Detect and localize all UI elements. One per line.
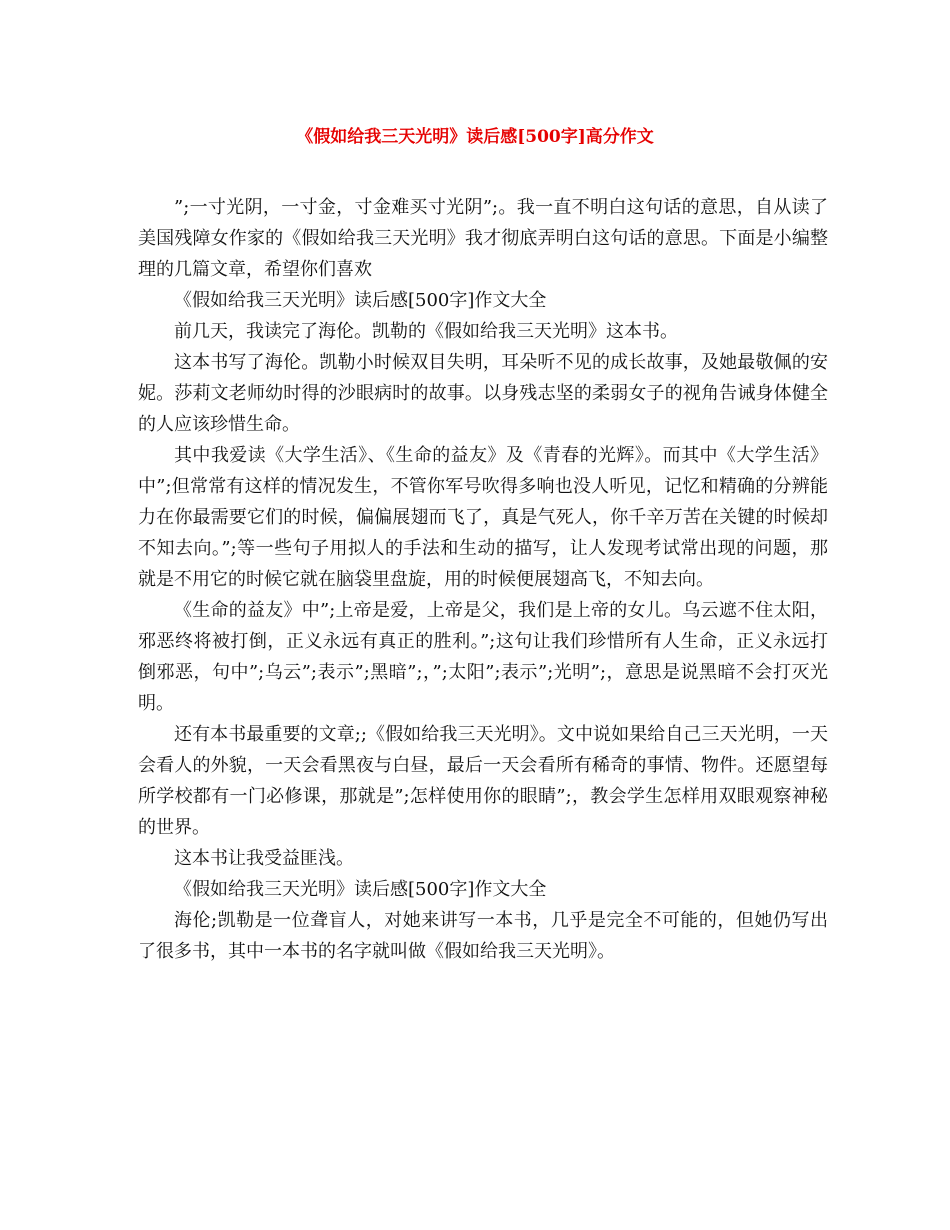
document-body xyxy=(138,192,828,967)
document-title: 《假如给我三天光明》读后感[500字]高分作文 xyxy=(296,127,654,147)
paragraph: 《生命的益友》中”;上帝是爱，上帝是父，我们是上帝的女儿。乌云遮不住太阳，邪恶终将被打倒，正义永远有真正的胜利。”;这句让我们珍惜所有人生命，正义永远打倒邪恶，句中”;乌云”;表示”;黑暗”;，”;太阳”;表示”;光明”;，意思是说黑暗不会打灭光明。 xyxy=(138,600,828,714)
paragraph: 前几天，我读完了海伦。凯勒的《假如给我三天光明》这本书。 xyxy=(174,321,678,342)
paragraph: 其中我爱读《大学生活》、《生命的益友》及《青春的光辉》。而其中《大学生活》中”;但常常有这样的情况发生，不管你军号吹得多响也没人听见，记忆和精确的分辨能力在你最需要它们的时候，偏偏展翅而飞了，真是气死人，你千辛万苦在关键的时候却不知去向。”;等一些句子用拟人的手法和生动的描写，让人发现考试常出现的问题，那就是不用它的时候它就在脑袋里盘旋，用的时候便展翅高飞，不知去向。 xyxy=(138,445,828,590)
paragraph: 这本书让我受益匪浅。 xyxy=(174,848,354,869)
paragraph-intro: ”;一寸光阴，一寸金，寸金难买寸光阴”;。我一直不明白这句话的意思，自从读了美国残障女作家的《假如给我三天光明》我才彻底弄明白这句话的意思。下面是小编整理的几篇文章，希望你们喜欢 xyxy=(138,197,828,280)
paragraph: 海伦;凯勒是一位聋盲人，对她来讲写一本书，几乎是完全不可能的，但她仍写出了很多书，其中一本书的名字就叫做《假如给我三天光明》。 xyxy=(138,910,828,962)
paragraph: 还有本书最重要的文章;;《假如给我三天光明》。文中说如果给自己三天光明，一天会看人的外貌，一天会看黑夜与白昼，最后一天会看所有稀奇的事情、物件。还愿望每所学校都有一门必修课，那就是”;怎样使用你的眼睛”;，教会学生怎样用双眼观察神秘的世界。 xyxy=(138,724,828,838)
section-heading-2: 《假如给我三天光明》读后感[500字]作文大全 xyxy=(174,879,547,900)
paragraph: 这本书写了海伦。凯勒小时候双目失明，耳朵听不见的成长故事，及她最敬佩的安妮。莎莉文老师幼时得的沙眼病时的故事。以身残志坚的柔弱女子的视角告诫身体健全的人应该珍惜生命。 xyxy=(138,352,828,435)
section-heading-1: 《假如给我三天光明》读后感[500字]作文大全 xyxy=(174,290,547,311)
